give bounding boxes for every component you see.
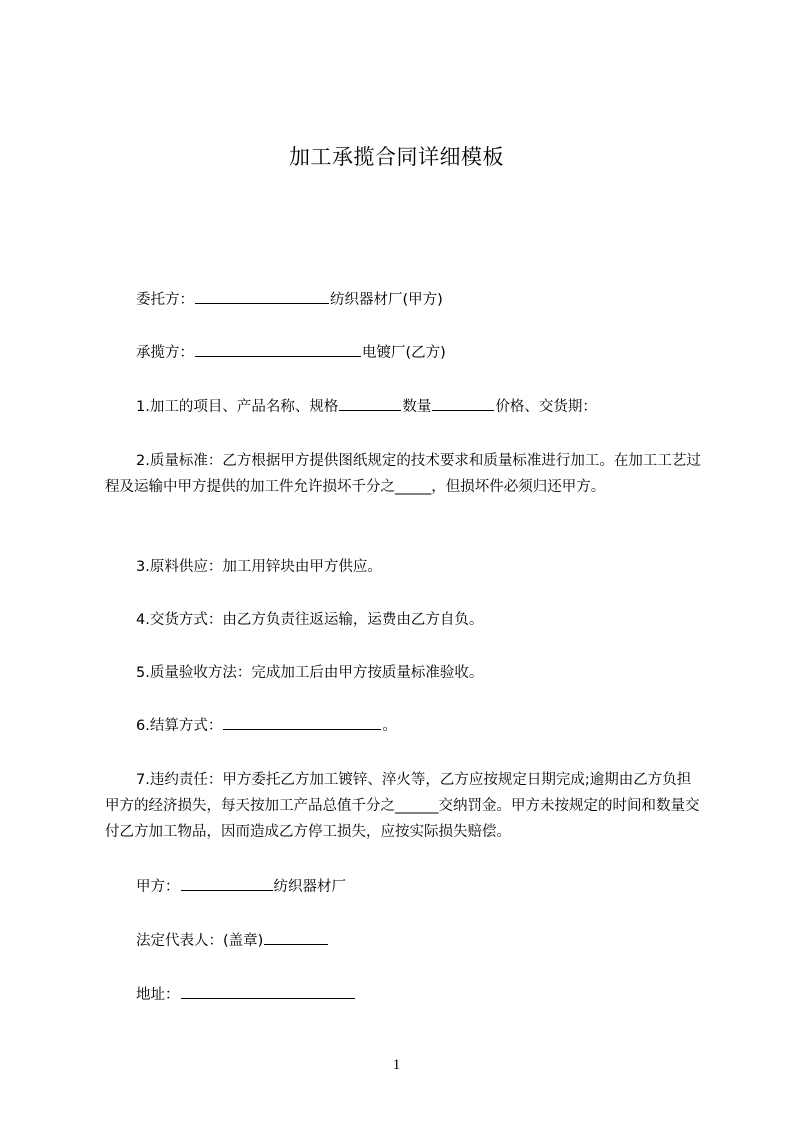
document-title: 加工承揽合同详细模板 bbox=[289, 145, 504, 169]
clause-6-end: 。 bbox=[382, 718, 397, 734]
party-a-signature-line bbox=[105, 874, 705, 900]
party-a-name: 纺织器材厂 bbox=[273, 879, 346, 895]
legal-representative-line bbox=[105, 928, 705, 954]
party-a-blank[interactable] bbox=[181, 875, 273, 891]
clause-1-item-label: 1.加工的项目、产品名称、规格 bbox=[136, 399, 339, 415]
entrust-party-label: 委托方： bbox=[136, 292, 194, 308]
clause-2: 2.质量标准：乙方根据甲方提供图纸规定的技术要求和质量标准进行加工。在加工工艺过程及运输中甲方提供的加工件允许损坏千分之_____，但损坏件必须归还甲方。 bbox=[105, 453, 701, 495]
address-line bbox=[105, 982, 705, 1008]
entrust-party-name: 纺织器材厂(甲方) bbox=[330, 292, 443, 308]
entrust-party-line bbox=[105, 287, 705, 313]
entrust-party-blank[interactable] bbox=[195, 288, 329, 304]
clause-7: 7.违约责任：甲方委托乙方加工镀锌、淬火等，乙方应按规定日期完成;逾期由乙方负担甲方的经济损失，每天按加工产品总值千分之______交纳罚金。甲方未按规定的时间和数量交付乙方加工物品，因而造成乙方停工损失，应按实际损失赔偿。 bbox=[105, 772, 700, 840]
quantity-blank[interactable] bbox=[432, 395, 494, 411]
clause-4: 4.交货方式：由乙方负责往返运输，运费由乙方自负。 bbox=[136, 612, 484, 628]
clause-1-price-label: 价格、交货期： bbox=[495, 399, 597, 415]
clause-1-quantity-label: 数量 bbox=[402, 399, 432, 415]
clause-3: 3.原料供应：加工用锌块由甲方供应。 bbox=[136, 559, 382, 575]
contractor-party-line bbox=[105, 340, 705, 366]
clause-1 bbox=[105, 394, 705, 420]
contractor-party-label: 承揽方： bbox=[136, 345, 194, 361]
clause-6 bbox=[105, 713, 705, 739]
settlement-method-blank[interactable] bbox=[223, 714, 381, 730]
address-blank[interactable] bbox=[181, 983, 355, 999]
legal-representative-blank[interactable] bbox=[264, 929, 328, 945]
spec-blank[interactable] bbox=[339, 395, 401, 411]
contractor-party-blank[interactable] bbox=[195, 341, 361, 357]
clause-5: 5.质量验收方法：完成加工后由甲方按质量标准验收。 bbox=[136, 665, 484, 681]
contractor-party-name: 电镀厂(乙方) bbox=[362, 345, 446, 361]
legal-representative-label: 法定代表人：(盖章) bbox=[136, 933, 264, 949]
clause-6-label: 6.结算方式： bbox=[136, 718, 223, 734]
address-label: 地址： bbox=[136, 987, 180, 1003]
page-number: 1 bbox=[392, 1057, 401, 1073]
party-a-label: 甲方： bbox=[136, 879, 180, 895]
